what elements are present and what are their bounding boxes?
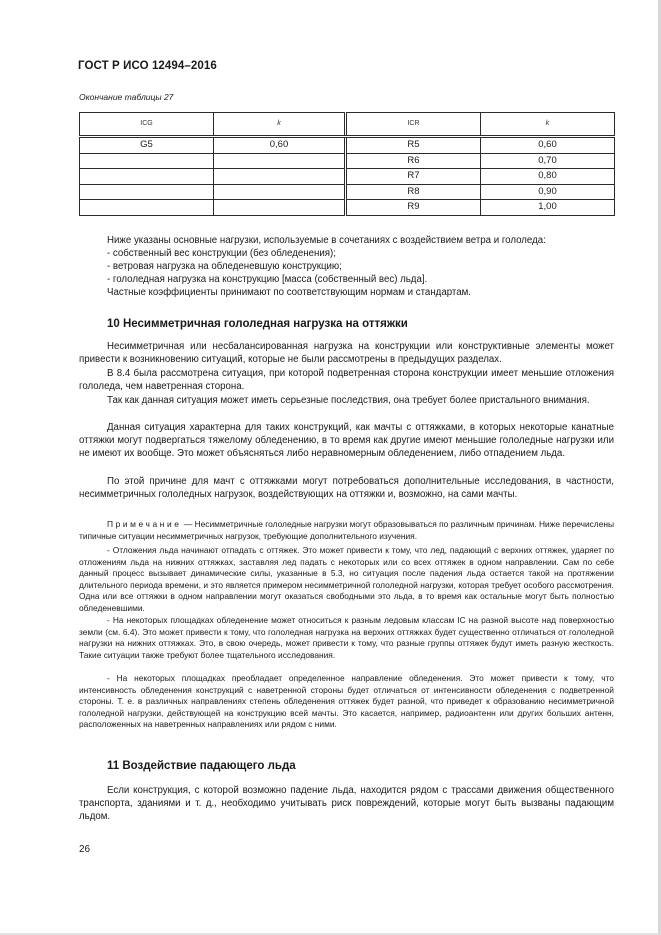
- list-item: - гололедная нагрузка на конструкцию [масса (собственный вес) льда].: [107, 274, 428, 285]
- table-cell: [80, 153, 214, 169]
- table-row: [80, 169, 346, 185]
- table-caption: Окончание таблицы 27: [79, 92, 174, 102]
- note-item: - На некоторых площадках обледенение может относиться к разным ледовым классам IC на разной высоте над поверхностью земли (см. 6.4). Это может привести к тому, что гололедная нагрузка на верхних оттяжках будет существенно отличаться от гололедной нагрузки на нижних оттяжках. Это, в свою очередь, может привести к тому, что разные группы оттяжек будут иметь разную жесткость. Такие ситуации также требуют более тщательного исследования.: [79, 615, 614, 660]
- table-row: [347, 137, 615, 154]
- table-header-k: k: [214, 113, 346, 137]
- table-cell: [214, 169, 346, 185]
- table-row: [80, 184, 346, 200]
- note-item: - Отложения льда начинают отпадать с оттяжек. Это может привести к тому, что лед, падающий с верхних оттяжек, ударяет по отложениям льда на нижних оттяжках, заставляя лед падать с некоторых или со всех оттяжек в одном направлении. Сам по себе данный процесс вызывает динамические силы, указанные в 5.3, но ситуация после падения льда остается такой на протяжении длительного периода времени, и это является примером несимметричной гололедной нагрузки, которая требует особого рассмотрения. Одна или все оттяжки в одном направлении могут оказаться свободными это льда, в то время как остальные могут быть полностью обледеневшими.: [79, 545, 614, 613]
- section-10-title: 10 Несимметричная гололедная нагрузка на оттяжки: [107, 318, 408, 330]
- table-cell: R9: [347, 200, 481, 216]
- table-cell: 0,80: [481, 169, 615, 185]
- table-row: [347, 153, 615, 169]
- table-cell: 1,00: [481, 200, 615, 216]
- paragraph: Несимметричная или несбалансированная нагрузка на конструкции или конструктивные элементы может привести к возникновению ситуаций, которые не были рассмотрены в предыдущих разделах.: [79, 341, 614, 366]
- note-label: Примечание: [107, 519, 182, 529]
- table-cell: R8: [347, 184, 481, 200]
- table-cell: 0,60: [481, 137, 615, 154]
- table-row: [347, 200, 615, 216]
- table-row: [80, 137, 346, 154]
- paragraph: Если конструкция, с которой возможно падение льда, находится рядом с трассами движения общественного транспорта, зданиями и т. д., необходимо учитывать риск повреждений, которые могут быть вызваны падающим льдом.: [79, 785, 614, 823]
- table-cell: [214, 184, 346, 200]
- table-header-icg: ICG: [80, 113, 214, 137]
- table-cell: 0,60: [214, 137, 346, 154]
- note-text: — Несимметричные гололедные нагрузки могут образовываться по различным причинам. Ниже перечислены типичные ситуации несимметричных нагрузок, требующие дополнительного изучения.: [79, 519, 614, 541]
- table-row: [347, 184, 615, 200]
- table-cell: R5: [347, 137, 481, 154]
- table-cell: R6: [347, 153, 481, 169]
- loads-intro: Ниже указаны основные нагрузки, используемые в сочетаниях с воздействием ветра и гололеда:: [107, 235, 546, 246]
- table-cell: [214, 200, 346, 216]
- table-cell: [80, 200, 214, 216]
- loads-closing: Частные коэффициенты принимают по соответствующим нормам и стандартам.: [107, 287, 471, 298]
- page-number: 26: [79, 844, 91, 855]
- list-item: - собственный вес конструкции (без обледенения);: [107, 248, 336, 259]
- note: [79, 519, 614, 542]
- table-row: [80, 200, 346, 216]
- paragraph: Данная ситуация характерна для таких конструкций, как мачты с оттяжками, в которых некоторые канатные оттяжки могут подвергаться тяжелому обледенению, в то время как другие имеют меньшие гололедные нагрузки или не имеют их вообще. Это может объясняться либо неравномерным обледенением, либо отпадением льда.: [79, 422, 614, 460]
- document-header: ГОСТ Р ИСО 12494–2016: [78, 60, 217, 72]
- table-icg: [79, 112, 347, 216]
- table-cell: [214, 153, 346, 169]
- note-item: - На некоторых площадках преобладает определенное направление обледенения. Это может привести к тому, что интенсивность обледенения конструкций с наветренной стороны будет отличаться от интенсивности обледенения с подветренной стороны. Т. е. в различных направлениях степень обледенения оттяжек будет разной, что приведет к образованию несимметричной гололедной нагрузки, действующей на конструкцию всей мачты. Это касается, например, радиоантенн или других больших антенн, расположенных на наветренных направлениях или рядом с ними.: [79, 673, 614, 730]
- table-row: [80, 153, 346, 169]
- table-header-k: k: [481, 113, 615, 137]
- paragraph: Так как данная ситуация может иметь серьезные последствия, она требует более пристального внимания.: [107, 395, 590, 406]
- table-row: [347, 169, 615, 185]
- list-item: - ветровая нагрузка на обледеневшую конструкцию;: [107, 261, 342, 272]
- table-cell: [80, 169, 214, 185]
- paragraph: В 8.4 была рассмотрена ситуация, при которой подветренная сторона конструкции имеет меньшие отложения гололеда, чем наветренная сторона.: [79, 368, 614, 393]
- table-cell: G5: [80, 137, 214, 154]
- table-cell: 0,70: [481, 153, 615, 169]
- section-11-title: 11 Воздействие падающего льда: [107, 760, 296, 772]
- table-cell: [80, 184, 214, 200]
- table-header-icr: ICR: [347, 113, 481, 137]
- paragraph: По этой причине для мачт с оттяжками могут потребоваться дополнительные исследования, в частности, несимметричных гололедных нагрузок, воздействующих на оттяжки и, возможно, на сами мачты.: [79, 476, 614, 501]
- table-icr: [346, 112, 615, 216]
- table-cell: 0,90: [481, 184, 615, 200]
- table-cell: R7: [347, 169, 481, 185]
